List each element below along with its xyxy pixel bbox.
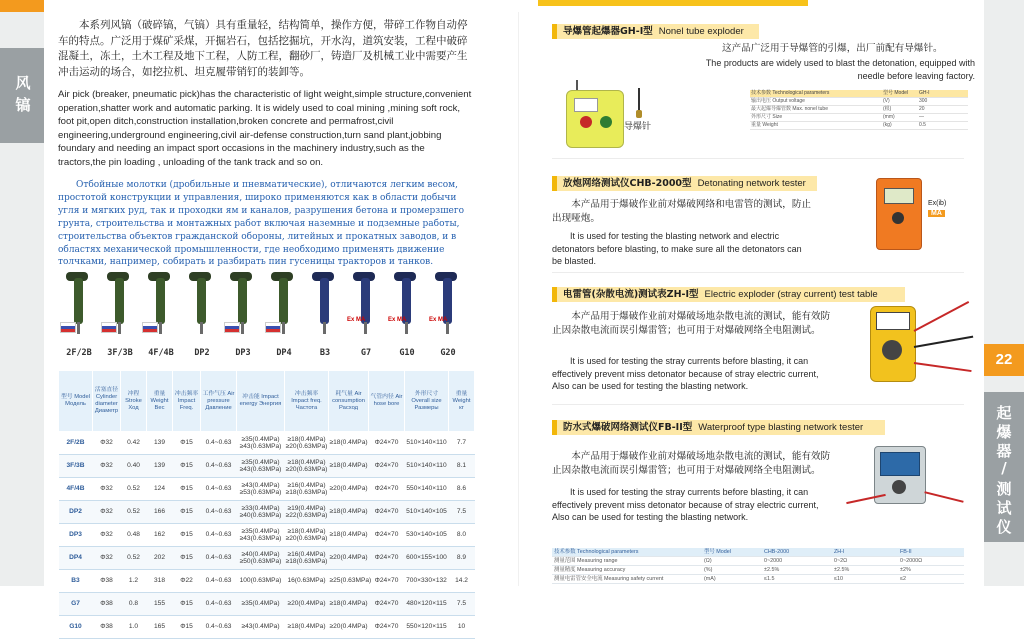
air-pick-chisel: [200, 322, 203, 334]
table-cell: 4F/4B: [59, 478, 93, 501]
air-pick-gallery: [58, 268, 468, 360]
nonel-exploder-desc-en: The products are widely used to blast the detonation, equipped with needle before leaving factory.: [705, 58, 975, 81]
table-cell: 100(0.63MPa): [237, 570, 285, 593]
ma-mark: MA: [928, 210, 945, 217]
air-pick-body: [279, 278, 288, 324]
table-cell: ≥35(0.4MPa) ≥43(0.63MPa): [237, 432, 285, 455]
table-header-cell: 活塞直径 Cylinder diameter Диаметр: [93, 371, 121, 432]
table-header-cell: CHB-2000: [762, 548, 832, 557]
table-cell: ≥35(0.4MPa) ≥43(0.63MPa): [237, 455, 285, 478]
table-cell: 155: [147, 593, 173, 616]
table-cell: Φ15: [173, 616, 201, 639]
table-cell: 重量 Weight: [750, 122, 882, 130]
table-cell: 0.4~0.63: [201, 478, 237, 501]
category-char: 镐: [15, 96, 31, 114]
table-cell: 测量精度 Measuring accuracy: [552, 566, 702, 575]
russia-flag-icon: [60, 322, 76, 333]
air-pick-item: [347, 268, 385, 360]
table-cell: ≥18(0.4MPa): [329, 501, 369, 524]
table-cell: DP3: [59, 524, 93, 547]
table-cell: 0~2000: [762, 557, 832, 566]
table-cell: 0.4~0.63: [201, 547, 237, 570]
section-title-cn: 放炮网络测试仪CHB-2000型: [563, 178, 692, 189]
table-cell: ≥18(0.4MPa) ≥20(0.63MPa): [285, 432, 329, 455]
network-tester-image: [876, 178, 920, 250]
table-cell: 165: [147, 616, 173, 639]
table-header-cell: 型号 Model Модель: [59, 371, 93, 432]
air-pick-body: [115, 278, 124, 324]
table-cell: 0.4~0.63: [201, 501, 237, 524]
table-cell: Φ32: [93, 501, 121, 524]
air-pick-model-label: G10: [399, 348, 415, 358]
table-cell: 7.5: [449, 593, 475, 616]
table-header-cell: 外形尺寸 Overall size Размеры: [405, 371, 449, 432]
section-title-nonel-exploder: [552, 24, 759, 39]
air-pick-item: [101, 268, 139, 360]
table-cell: ≥18(0.4MPa) ≥20(0.63MPa): [285, 455, 329, 478]
category-char: 爆: [996, 423, 1012, 441]
table-cell: Φ32: [93, 455, 121, 478]
table-cell: Φ15: [173, 547, 201, 570]
russia-flag-icon: [142, 322, 158, 333]
air-pick-model-label: G20: [440, 348, 456, 358]
left-margin-strip: [0, 0, 44, 586]
table-header-cell: 技术参数 Technological parameters: [552, 548, 702, 557]
table-header-cell: 冲程 Stroke Ход: [121, 371, 147, 432]
table-cell: 1.0: [121, 616, 147, 639]
right-margin-strip: [984, 0, 1024, 586]
table-header-cell: 冲击能 Impact energy Энергия: [237, 371, 285, 432]
table-cell: Φ38: [93, 593, 121, 616]
air-pick-body: [74, 278, 83, 324]
page-number: 22: [984, 344, 1024, 376]
table-cell: ≥18(0.4MPa): [329, 455, 369, 478]
table-cell: Φ24×70: [369, 524, 405, 547]
section-title-en: Nonel tube exploder: [658, 26, 744, 37]
table-cell: Φ38: [93, 570, 121, 593]
air-pick-item: [142, 268, 180, 360]
table-cell: Φ15: [173, 455, 201, 478]
table-cell: DP4: [59, 547, 93, 570]
table-cell: G7: [59, 593, 93, 616]
table-cell: Φ24×70: [369, 478, 405, 501]
table-cell: Φ38: [93, 616, 121, 639]
russia-flag-icon: [265, 322, 281, 333]
air-pick-chisel: [446, 322, 449, 334]
section-title-stray-current-test: [552, 287, 905, 302]
table-cell: 7.7: [449, 432, 475, 455]
table-row: [750, 114, 968, 122]
air-pick-model-label: DP3: [235, 348, 251, 358]
table-cell: ≥35(0.4MPa) ≥43(0.63MPa): [237, 524, 285, 547]
table-row: [59, 478, 475, 501]
category-char: 起: [996, 404, 1012, 422]
table-header-cell: 型号 Model: [882, 90, 918, 98]
section-title-en: Electric exploder (stray current) test table: [704, 289, 878, 300]
table-cell: ≥25(0.63MPa): [329, 570, 369, 593]
air-pick-item: [60, 268, 98, 360]
table-cell: 124: [147, 478, 173, 501]
section-separator: [552, 272, 964, 273]
table-cell: 10: [449, 616, 475, 639]
network-tester-desc-cn: 本产品用于爆破作业前对爆破网络和电雷管的测试，防止出现哑炮。: [552, 199, 812, 224]
table-cell: 202: [147, 547, 173, 570]
table-row: [59, 501, 475, 524]
table-cell: 8.9: [449, 547, 475, 570]
table-header-cell: GH-I: [918, 90, 968, 98]
table-cell: 700×330×132: [405, 570, 449, 593]
table-header-cell: ZH-I: [832, 548, 898, 557]
table-cell: 300: [918, 98, 968, 106]
air-pick-chisel: [241, 322, 244, 334]
air-pick-item: [265, 268, 303, 360]
intro-russian: Отбойные молотки (дробильные и пневматические), отличаются легким весом, простотой конструкции и управления, широко применяются как в области добычи угля и мягких руд, так и проходки ям и каналов, разрушения бетона и промерзшего грунта, строительства и монтажных работ включая наземные и подземные работы, строительства объектов гражданской обороны, литейных и прокатных заводов, и в областях механической промышленности, где необходимо применять движение толчками, например, собирать и разбирать пин гусеницы тракторов и танков.: [58, 180, 465, 268]
section-title-cn: 导爆管起爆器GH-I型: [563, 26, 653, 37]
table-cell: (Ω): [702, 557, 762, 566]
table-row: [59, 547, 475, 570]
air-pick-chisel: [323, 322, 326, 334]
section-title-en: Waterproof type blasting network tester: [698, 422, 864, 433]
table-header-cell: FB-II: [898, 548, 964, 557]
section-title-en: Detonating network tester: [697, 178, 806, 189]
waterproof-tester-desc-en: It is used for testing the stray currents before blasting, it can effectively prevent miss detonator because of stray electric current, Also can be used for testing the blasting network.: [552, 487, 819, 523]
table-cell: Φ24×70: [369, 547, 405, 570]
table-cell: 1.2: [121, 570, 147, 593]
table-row: [59, 524, 475, 547]
table-cell: ≤1.5: [762, 575, 832, 584]
table-row: [59, 616, 475, 639]
air-pick-spec-table: [58, 370, 474, 631]
table-cell: 139: [147, 432, 173, 455]
table-cell: 14.2: [449, 570, 475, 593]
table-cell: 测量范围 Measuring range: [552, 557, 702, 566]
table-cell: 550×140×110: [405, 478, 449, 501]
table-cell: 2F/2B: [59, 432, 93, 455]
certification-mark: Ex MA: [429, 317, 448, 323]
certification-mark: Ex MA: [347, 317, 366, 323]
air-pick-model-label: B3: [319, 348, 331, 358]
table-cell: 8.6: [449, 478, 475, 501]
table-cell: 139: [147, 455, 173, 478]
air-pick-item: [306, 268, 344, 360]
table-header-cell: 冲击频率 Impact freq. Частота: [285, 371, 329, 432]
air-pick-model-label: DP2: [194, 348, 210, 358]
table-cell: 530×140×105: [405, 524, 449, 547]
section-title-cn: 电雷管(杂散电流)测试表ZH-I型: [563, 289, 699, 300]
table-header-cell: 重量 Weight кг: [449, 371, 475, 432]
table-cell: 外形尺寸 Size: [750, 114, 882, 122]
table-cell: 0.42: [121, 432, 147, 455]
table-cell: 166: [147, 501, 173, 524]
table-cell: ≥18(0.4MPa): [285, 616, 329, 639]
category-badge-right: [984, 392, 1024, 542]
table-cell: DP2: [59, 501, 93, 524]
table-cell: G10: [59, 616, 93, 639]
table-cell: 550×120×115: [405, 616, 449, 639]
table-cell: ≥18(0.4MPa) ≥20(0.63MPa): [285, 524, 329, 547]
table-cell: 20: [918, 106, 968, 114]
table-cell: ±2.5%: [832, 566, 898, 575]
stray-current-desc-cn: 本产品用于爆破作业前对爆破场地杂散电流的测试，能有效防止因杂散电流而误引爆雷管；也可用于对爆破网络全电阻测试。: [552, 311, 831, 336]
table-cell: Φ24×70: [369, 616, 405, 639]
table-cell: (V): [882, 98, 918, 106]
table-cell: 0.48: [121, 524, 147, 547]
table-cell: ≥16(0.4MPa) ≥18(0.63MPa): [285, 547, 329, 570]
intro-chinese: 本系列风镐（破碎镐，气镐）具有重量轻，结构简单，操作方便，带碎工作物自动停车的特点。广泛用于煤矿采煤，开掘岩石，包括挖掘坑，开水沟，道筑安装，工程中破碎混凝土，冻土，土木工程及地下工程，人防工程，翻砂厂，铸造厂及机械工业中需要产生冲击运动的场合，如挖拉机、坦克履带销钉的装卸等。: [58, 19, 468, 78]
stray-current-desc-en: It is used for testing the stray currents before blasting, it can effectively prevent miss detonator because of stray electric current, Also can be used for testing the blasting network.: [552, 356, 819, 392]
table-cell: 0~2000Ω: [898, 557, 964, 566]
table-cell: —: [918, 114, 968, 122]
category-char: 试: [996, 499, 1012, 517]
russia-flag-icon: [101, 322, 117, 333]
table-row: [59, 432, 475, 455]
air-pick-model-label: 3F/3B: [107, 348, 133, 358]
table-cell: 0.8: [121, 593, 147, 616]
table-cell: 8.0: [449, 524, 475, 547]
air-pick-model-label: 2F/2B: [66, 348, 92, 358]
table-row: [552, 575, 964, 584]
section-title-network-tester: [552, 176, 817, 191]
table-row: [750, 98, 968, 106]
table-cell: 600×155×100: [405, 547, 449, 570]
explosion-proof-mark: Ex(ib): [928, 200, 947, 207]
category-char: 仪: [996, 518, 1012, 536]
table-cell: 510×140×110: [405, 432, 449, 455]
table-header-cell: 气管内径 Air hose bore: [369, 371, 405, 432]
table-row: [750, 122, 968, 130]
table-cell: (%): [702, 566, 762, 575]
table-cell: Φ15: [173, 524, 201, 547]
table-cell: 318: [147, 570, 173, 593]
table-cell: (mA): [702, 575, 762, 584]
russia-flag-icon: [224, 322, 240, 333]
table-cell: B3: [59, 570, 93, 593]
table-header-cell: 技术参数 Technological parameters: [750, 90, 882, 98]
table-header-cell: 耗气量 Air consumption Расход: [329, 371, 369, 432]
air-pick-model-label: DP4: [276, 348, 292, 358]
table-cell: 162: [147, 524, 173, 547]
table-cell: Φ15: [173, 501, 201, 524]
table-cell: 16(0.63MPa): [285, 570, 329, 593]
table-cell: ≥19(0.4MPa) ≥22(0.63MPa): [285, 501, 329, 524]
table-cell: ≥20(0.4MPa): [329, 616, 369, 639]
table-cell: Φ24×70: [369, 570, 405, 593]
table-cell: Φ24×70: [369, 593, 405, 616]
table-cell: 0.5: [918, 122, 968, 130]
table-cell: ≥43(0.4MPa) ≥53(0.63MPa): [237, 478, 285, 501]
air-pick-chisel: [159, 322, 162, 334]
air-pick-item: [224, 268, 262, 360]
table-cell: 0.52: [121, 478, 147, 501]
table-cell: 0.4~0.63: [201, 455, 237, 478]
left-orange-tab: [0, 0, 44, 12]
table-row: [59, 455, 475, 478]
table-cell: 0.4~0.63: [201, 432, 237, 455]
category-badge-left: [0, 48, 44, 143]
air-pick-body: [320, 278, 329, 324]
table-cell: 510×140×105: [405, 501, 449, 524]
table-cell: ≥16(0.4MPa) ≥18(0.63MPa): [285, 478, 329, 501]
table-cell: 0~2Ω: [832, 557, 898, 566]
intro-english: Air pick (breaker, pneumatic pick)has the characteristic of light weight,simple structure,convenient operation,shatter work and automatic parking. It is widely used to coal mining ,mining soft rock, foot pit,open ditch,construction installation,broken concrete and permafrost,civil engineering,underground engineering,civil air-defense construction,turn sand plant,jobbing foundary and needing an impact sport occasions in the machinery industry,such as the tractors,the pin loading , unloading of the tank track and so on.: [58, 89, 472, 168]
table-cell: ≥18(0.4MPa): [329, 432, 369, 455]
table-cell: (mm): [882, 114, 918, 122]
column-divider: [518, 12, 519, 586]
air-pick-chisel: [118, 322, 121, 334]
table-cell: (kg): [882, 122, 918, 130]
section-title-waterproof-tester: [552, 420, 885, 435]
table-cell: 0.4~0.63: [201, 570, 237, 593]
air-pick-item: [429, 268, 467, 360]
table-cell: 0.52: [121, 501, 147, 524]
table-cell: ≤10: [832, 575, 898, 584]
table-cell: Φ15: [173, 432, 201, 455]
table-header-cell: 冲击频率 Impact Freq.: [173, 371, 201, 432]
table-cell: ±2.5%: [762, 566, 832, 575]
table-cell: 7.5: [449, 501, 475, 524]
table-row: [552, 566, 964, 575]
waterproof-tester-image: [846, 446, 966, 516]
table-cell: 0.4~0.63: [201, 593, 237, 616]
table-cell: 最大起爆导爆管数 Max. nonel tube: [750, 106, 882, 114]
table-header-cell: 型号 Model: [702, 548, 762, 557]
air-pick-chisel: [364, 322, 367, 334]
category-char: 器: [996, 442, 1012, 460]
table-cell: 输出电压 Output voltage: [750, 98, 882, 106]
table-cell: ≥33(0.4MPa) ≥40(0.63MPa): [237, 501, 285, 524]
table-cell: 测量电雷管安全电流 Measuring safety current: [552, 575, 702, 584]
detonating-needle-image: [636, 88, 642, 118]
air-pick-body: [238, 278, 247, 324]
table-cell: ±2%: [898, 566, 964, 575]
network-tester-desc-en: It is used for testing the blasting network and electric detonators before blasting, to make sure all the detonators can be blasted.: [552, 231, 802, 267]
nonel-exploder-image: [566, 80, 630, 146]
table-cell: Φ15: [173, 593, 201, 616]
table-cell: 0.40: [121, 455, 147, 478]
table-cell: 0.52: [121, 547, 147, 570]
air-pick-chisel: [77, 322, 80, 334]
table-row: [59, 593, 475, 616]
air-pick-chisel: [405, 322, 408, 334]
table-cell: Φ32: [93, 524, 121, 547]
table-cell: ≥35(0.4MPa): [237, 593, 285, 616]
waterproof-tester-desc-cn: 本产品用于爆破作业前对爆破场地杂散电流的测试，能有效防止因杂散电流而误引爆雷管；也可用于对爆破网络全电阻测试。: [552, 451, 831, 476]
table-cell: Φ32: [93, 478, 121, 501]
table-cell: Φ22: [173, 570, 201, 593]
table-cell: 8.1: [449, 455, 475, 478]
table-cell: ≥20(0.4MPa): [329, 547, 369, 570]
table-cell: Φ24×70: [369, 432, 405, 455]
certification-mark: Ex MA: [388, 317, 407, 323]
top-accent-bar: [538, 0, 808, 6]
category-char: /: [1001, 459, 1007, 477]
table-cell: 0.4~0.63: [201, 524, 237, 547]
table-cell: ≥40(0.4MPa) ≥50(0.63MPa): [237, 547, 285, 570]
table-row: [552, 557, 964, 566]
section-separator: [552, 404, 964, 405]
table-row: [59, 570, 475, 593]
table-cell: ≥18(0.4MPa): [329, 524, 369, 547]
air-pick-item: [183, 268, 221, 360]
section-separator: [552, 158, 964, 159]
table-cell: Φ32: [93, 547, 121, 570]
table-cell: 480×120×115: [405, 593, 449, 616]
table-cell: Φ15: [173, 478, 201, 501]
table-header-cell: 重量 Weight Вес: [147, 371, 173, 432]
category-char: 测: [996, 480, 1012, 498]
table-cell: 510×140×110: [405, 455, 449, 478]
table-cell: 3F/3B: [59, 455, 93, 478]
table-cell: ≥20(0.4MPa): [329, 478, 369, 501]
table-header-cell: 工作气压 Air pressure Давление: [201, 371, 237, 432]
table-cell: ≥43(0.4MPa): [237, 616, 285, 639]
section-title-cn: 防水式爆破网络测试仪FB-II型: [563, 422, 693, 433]
air-pick-model-label: 4F/4B: [148, 348, 174, 358]
table-cell: Φ24×70: [369, 455, 405, 478]
table-cell: ≥18(0.4MPa): [329, 593, 369, 616]
table-cell: 0.4~0.63: [201, 616, 237, 639]
air-pick-item: [388, 268, 426, 360]
air-pick-body: [197, 278, 206, 324]
air-pick-chisel: [282, 322, 285, 334]
multimeter-image: [870, 306, 980, 386]
tester-spec-table: [552, 548, 964, 586]
nonel-exploder-desc-cn: 这产品广泛用于导爆管的引爆，出厂前配有导爆针。: [722, 43, 943, 54]
table-cell: (根): [882, 106, 918, 114]
nonel-exploder-spec-table: [750, 90, 968, 146]
category-char: 风: [15, 74, 31, 92]
needle-label: 导爆针: [624, 122, 652, 132]
table-cell: ≥20(0.4MPa): [285, 593, 329, 616]
table-cell: Φ32: [93, 432, 121, 455]
table-cell: Φ24×70: [369, 501, 405, 524]
table-cell: ≤2: [898, 575, 964, 584]
air-pick-body: [156, 278, 165, 324]
air-pick-model-label: G7: [360, 348, 372, 358]
table-row: [750, 106, 968, 114]
